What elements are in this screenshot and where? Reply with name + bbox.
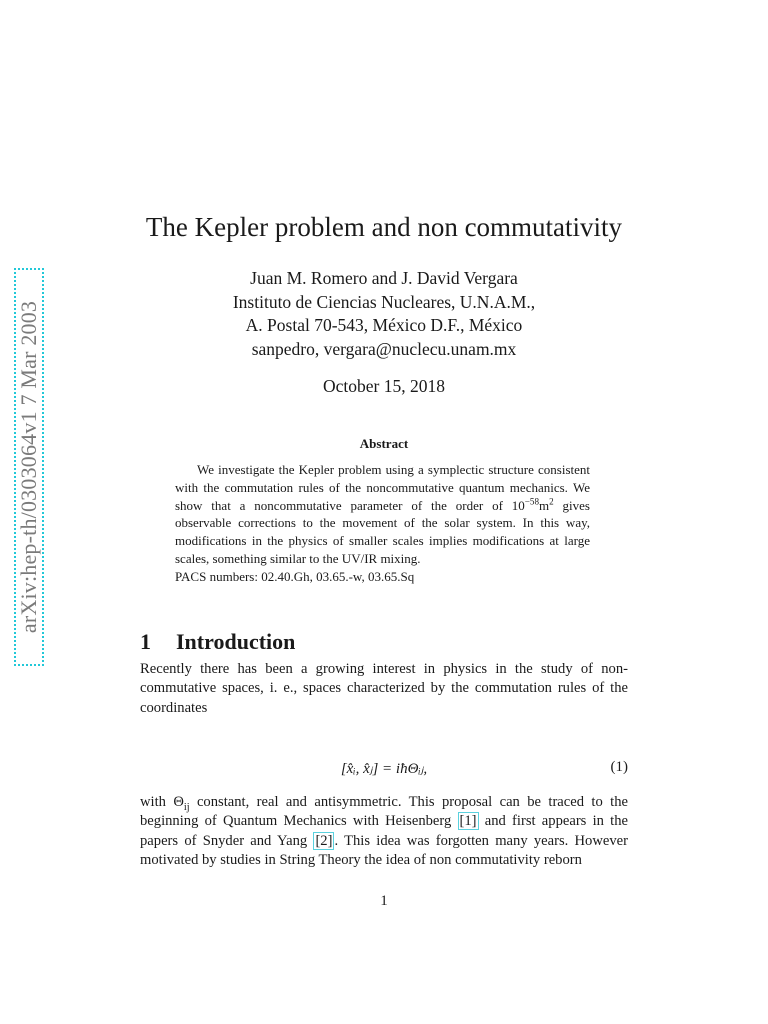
intro-paragraph-2-text: [140, 793, 628, 871]
author-names: Juan M. Romero and J. David Vergara: [250, 268, 518, 288]
section-number: 1: [140, 629, 151, 654]
abstract-text-1: We investigate the Kepler problem using a symplectic structure consistent with the commutation rules of the noncommutative quantum mechanics. We show that a noncommutative parameter of the order of 10: [175, 462, 590, 513]
abstract-exponent-2: 2: [549, 496, 554, 507]
arxiv-stamp-text: arXiv:hep-th/0303064v1 7 Mar 2003: [16, 300, 41, 634]
author-block: [0, 267, 768, 361]
p2-text-3: and first appears in the papers of Snyder and Yang: [140, 813, 628, 849]
p2-text-1: with Θ: [140, 794, 184, 810]
abstract-text-3: gives observable corrections to the movement of the solar system. In this way, modifications in the physics of smaller scales implies modifications at large scales, something similar to the UV/IR mixing.: [175, 497, 590, 566]
paper-title: The Kepler problem and non commutativity: [145, 212, 623, 242]
p2-subscript: ij: [183, 801, 190, 813]
equation-number: (1): [610, 759, 628, 775]
abstract-body: [175, 461, 590, 586]
author-email: sanpedro, vergara@nuclecu.unam.mx: [251, 338, 517, 359]
author-address: A. Postal 70-543, México D.F., México: [245, 315, 523, 335]
p2-text-2: constant, real and antisymmetric. This proposal can be traced to the beginning of Quantum Mechanics with Heisenberg: [140, 794, 628, 830]
abstract-heading: Abstract: [359, 436, 409, 451]
equation-body: [x̂ᵢ, x̂ⱼ] = iħΘᵢⱼ,: [340, 761, 428, 777]
intro-paragraph-1: [140, 660, 628, 718]
equation-1: [140, 759, 628, 778]
p2-text-4: . This idea was forgotten many years. However motivated by studies in String Theory the idea of non commutativity reborn: [140, 832, 629, 869]
section-title: Introduction: [176, 629, 296, 654]
intro-paragraph-2: [140, 793, 628, 871]
paper-date: October 15, 2018: [323, 376, 445, 396]
abstract-paragraph: [175, 461, 590, 568]
intro-paragraph-1-text: Recently there has been a growing interest in physics in the study of non-commutative spaces, i. e., spaces characterized by the commutation rules of the coordinates: [140, 661, 628, 716]
citation-link-1[interactable]: [1]: [459, 813, 477, 830]
abstract-exponent-1: −58: [524, 496, 540, 507]
abstract-text-2: m: [539, 497, 550, 513]
citation-link-2[interactable]: [2]: [315, 832, 333, 849]
author-affiliation: Instituto de Ciencias Nucleares, U.N.A.M.,: [232, 291, 536, 312]
pacs-numbers: PACS numbers: 02.40.Gh, 03.65.-w, 03.65.Sq: [175, 568, 415, 584]
section-heading: [140, 629, 295, 655]
page-number: 1: [380, 893, 388, 909]
